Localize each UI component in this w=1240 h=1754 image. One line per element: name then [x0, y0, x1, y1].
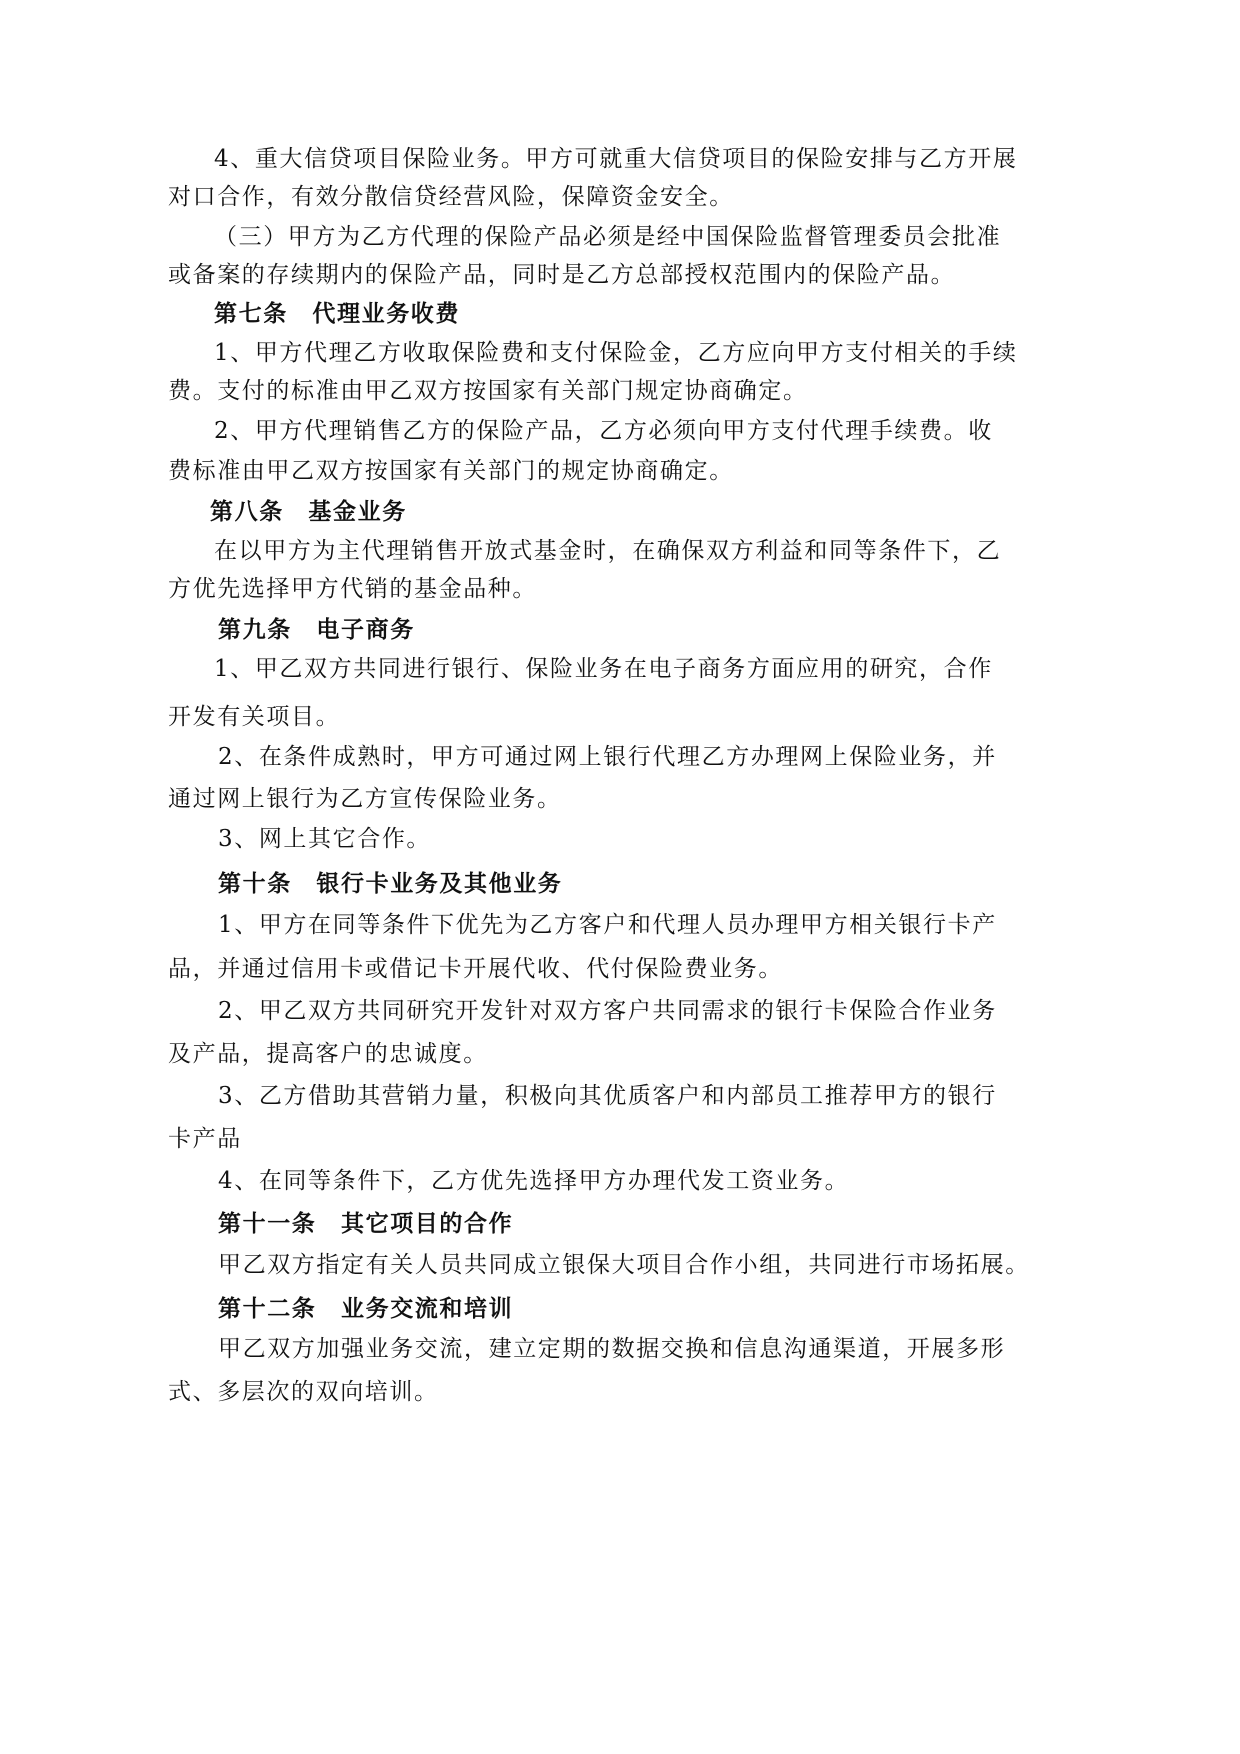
paragraph-line: 费。支付的标准由甲乙双方按国家有关部门规定协商确定。	[168, 378, 808, 404]
paragraph-line: 品，并通过信用卡或借记卡开展代收、代付保险费业务。	[168, 956, 783, 982]
paragraph-line: 对口合作，有效分散信贷经营风险，保障资金安全。	[168, 184, 734, 210]
paragraph-line: 1、甲方代理乙方收取保险费和支付保险金，乙方应向甲方支付相关的手续	[214, 340, 1018, 366]
paragraph-line: 甲乙双方指定有关人员共同成立银保大项目合作小组，共同进行市场拓展。	[218, 1252, 1030, 1278]
paragraph-line: 方优先选择甲方代销的基金品种。	[168, 576, 537, 602]
paragraph-line: 2、在条件成熟时，甲方可通过网上银行代理乙方办理网上保险业务，并	[218, 744, 997, 770]
paragraph-line: 4、在同等条件下，乙方优先选择甲方办理代发工资业务。	[218, 1168, 850, 1194]
paragraph-line: 在以甲方为主代理销售开放式基金时，在确保双方利益和同等条件下，乙	[214, 538, 1002, 564]
paragraph-line: 甲乙双方加强业务交流，建立定期的数据交换和信息沟通渠道，开展多形	[218, 1336, 1006, 1362]
paragraph-line: 卡产品	[168, 1126, 242, 1152]
article-heading: 第九条 电子商务	[218, 616, 415, 643]
paragraph-line: 通过网上银行为乙方宣传保险业务。	[168, 786, 562, 812]
paragraph-line: （三）甲方为乙方代理的保险产品必须是经中国保险监督管理委员会批准	[214, 224, 1002, 250]
article-heading: 第十一条 其它项目的合作	[218, 1210, 514, 1237]
paragraph-line: 开发有关项目。	[168, 704, 341, 730]
paragraph-line: 1、甲方在同等条件下优先为乙方客户和代理人员办理甲方相关银行卡产	[218, 912, 997, 938]
paragraph-line: 3、乙方借助其营销力量，积极向其优质客户和内部员工推荐甲方的银行	[218, 1083, 997, 1109]
paragraph-line: 或备案的存续期内的保险产品，同时是乙方总部授权范围内的保险产品。	[168, 262, 956, 288]
paragraph-line: 3、网上其它合作。	[218, 826, 432, 852]
article-heading: 第十条 银行卡业务及其他业务	[218, 870, 563, 897]
paragraph-line: 1、甲乙双方共同进行银行、保险业务在电子商务方面应用的研究，合作	[214, 656, 993, 682]
article-heading: 第七条 代理业务收费	[214, 300, 460, 327]
paragraph-line: 2、甲方代理销售乙方的保险产品，乙方必须向甲方支付代理手续费。收	[214, 418, 993, 444]
paragraph-line: 2、甲乙双方共同研究开发针对双方客户共同需求的银行卡保险合作业务	[218, 998, 997, 1024]
article-heading: 第八条 基金业务	[210, 498, 407, 525]
paragraph-line: 及产品，提高客户的忠诚度。	[168, 1041, 488, 1067]
paragraph-line: 式、多层次的双向培训。	[168, 1379, 439, 1405]
article-heading: 第十二条 业务交流和培训	[218, 1295, 514, 1322]
paragraph-line: 费标准由甲乙双方按国家有关部门的规定协商确定。	[168, 458, 734, 484]
paragraph-line: 4、重大信贷项目保险业务。甲方可就重大信贷项目的保险安排与乙方开展	[214, 146, 1018, 172]
